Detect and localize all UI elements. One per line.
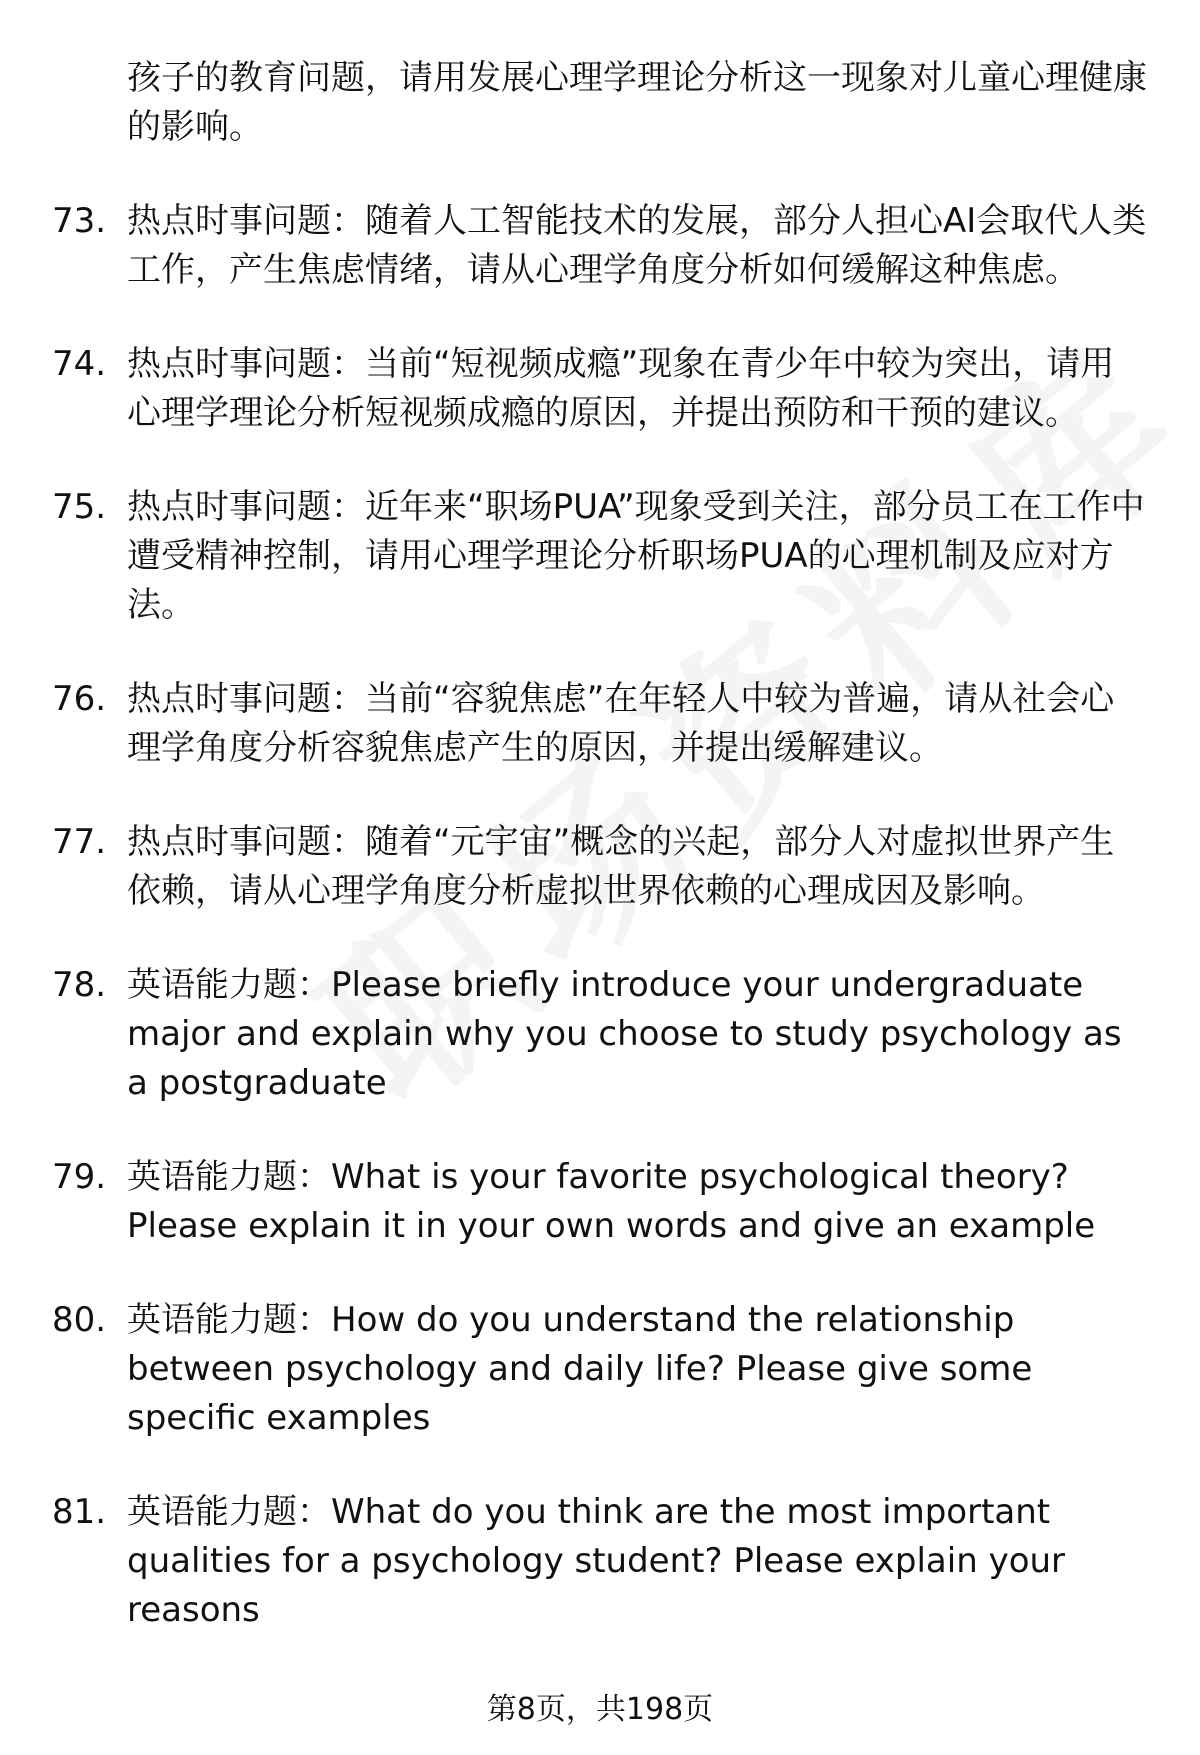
question-item (52, 1153, 1152, 1251)
question-text: 英语能力题：What is your favorite psychological theory? Please explain it in your own words and give an example (127, 1157, 1096, 1246)
continued-question-text: 孩子的教育问题，请用发展心理学理论分析这一现象对儿童心理健康的影响。 (127, 58, 1147, 147)
question-item (52, 197, 1152, 295)
question-item (52, 340, 1152, 438)
question-number: 73. (52, 201, 107, 241)
question-item (52, 818, 1152, 916)
question-number: 79. (52, 1157, 107, 1197)
question-text: 热点时事问题：当前“容貌焦虑”在年轻人中较为普遍，请从社会心理学角度分析容貌焦虑产生的原因，并提出缓解建议。 (127, 679, 1115, 768)
question-item (52, 483, 1152, 630)
question-text: 热点时事问题：近年来“职场PUA”现象受到关注，部分员工在工作中遭受精神控制，请用心理学理论分析职场PUA的心理机制及应对方法。 (127, 487, 1145, 625)
question-number: 76. (52, 679, 107, 719)
question-text: 热点时事问题：当前“短视频成瘾”现象在青少年中较为突出，请用心理学理论分析短视频成瘾的原因，并提出预防和干预的建议。 (127, 344, 1115, 433)
question-list (52, 54, 1152, 1680)
question-text: 热点时事问题：随着人工智能技术的发展，部分人担心AI会取代人类工作，产生焦虑情绪，请从心理学角度分析如何缓解这种焦虑。 (127, 201, 1147, 290)
question-number: 74. (52, 344, 107, 384)
question-item (52, 961, 1152, 1108)
question-item (52, 1296, 1152, 1443)
question-text: 英语能力题：Please briefly introduce your undergraduate major and explain why you choose to study psychology as a postgraduate (127, 965, 1122, 1103)
question-number: 81. (52, 1492, 107, 1532)
question-item (52, 675, 1152, 773)
question-number: 78. (52, 965, 107, 1005)
page-footer: 第8页，共198页 (486, 1692, 714, 1727)
question-number: 75. (52, 487, 107, 527)
question-number: 80. (52, 1300, 107, 1340)
question-number: 77. (52, 822, 107, 862)
question-text: 英语能力题：What do you think are the most important qualities for a psychology student? Please explain your reasons (127, 1492, 1066, 1630)
question-text: 英语能力题：How do you understand the relationship between psychology and daily life? Please give some specific examples (127, 1300, 1033, 1438)
question-text: 热点时事问题：随着“元宇宙”概念的兴起，部分人对虚拟世界产生依赖，请从心理学角度分析虚拟世界依赖的心理成因及影响。 (127, 822, 1115, 911)
question-item (52, 1488, 1152, 1635)
